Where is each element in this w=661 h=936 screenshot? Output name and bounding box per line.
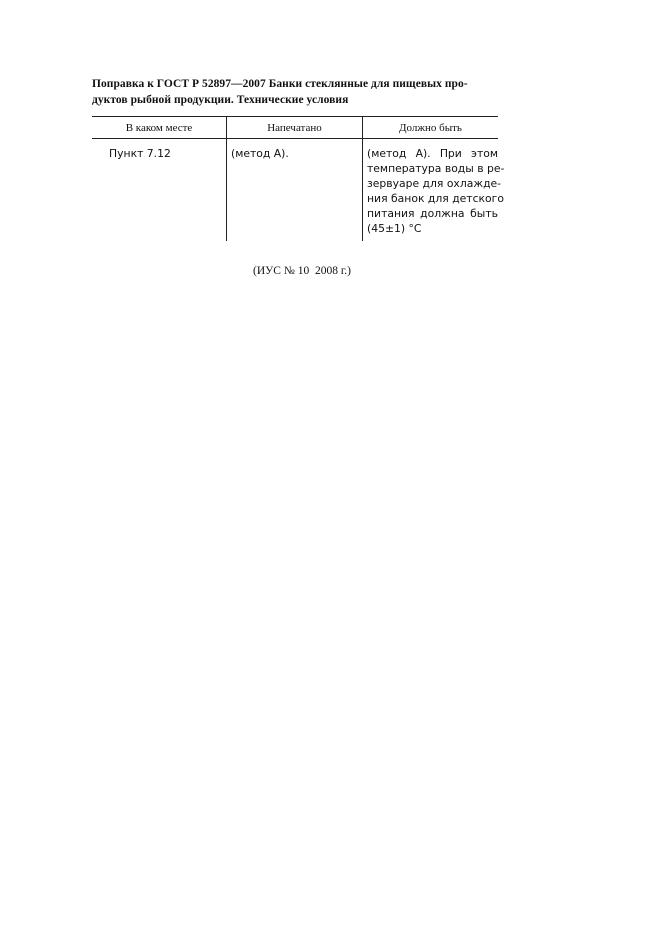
should-be-line-5: питания должна быть: [367, 207, 498, 220]
document-title: [92, 76, 498, 108]
table-cell-should-be: [367, 146, 505, 236]
table-header-rule: [92, 138, 498, 139]
table-top-rule: [92, 116, 498, 117]
table-cell-where: Пункт 7.12: [109, 147, 171, 160]
should-be-line-6: (45±1) °С: [367, 222, 422, 235]
should-be-line-2: температура воды в ре-: [367, 162, 505, 175]
header-should-be: Должно быть: [399, 122, 462, 134]
title-line-1: Поправка к ГОСТ Р 52897—2007 Банки стеклянные для пищевых про-: [92, 78, 468, 90]
title-line-2: дуктов рыбной продукции. Технические условия: [92, 94, 349, 106]
source-reference: (ИУС № 10 2008 г.): [253, 265, 351, 277]
should-be-line-1: (метод А). При этом: [367, 147, 498, 160]
should-be-line-4: ния банок для детского: [367, 192, 504, 205]
correction-table: [92, 116, 505, 242]
table-cell-printed: (метод А).: [231, 147, 289, 160]
header-printed: Напечатано: [267, 122, 322, 134]
header-where: В каком месте: [125, 122, 193, 134]
should-be-line-3: зервуаре для охлажде-: [367, 177, 502, 190]
